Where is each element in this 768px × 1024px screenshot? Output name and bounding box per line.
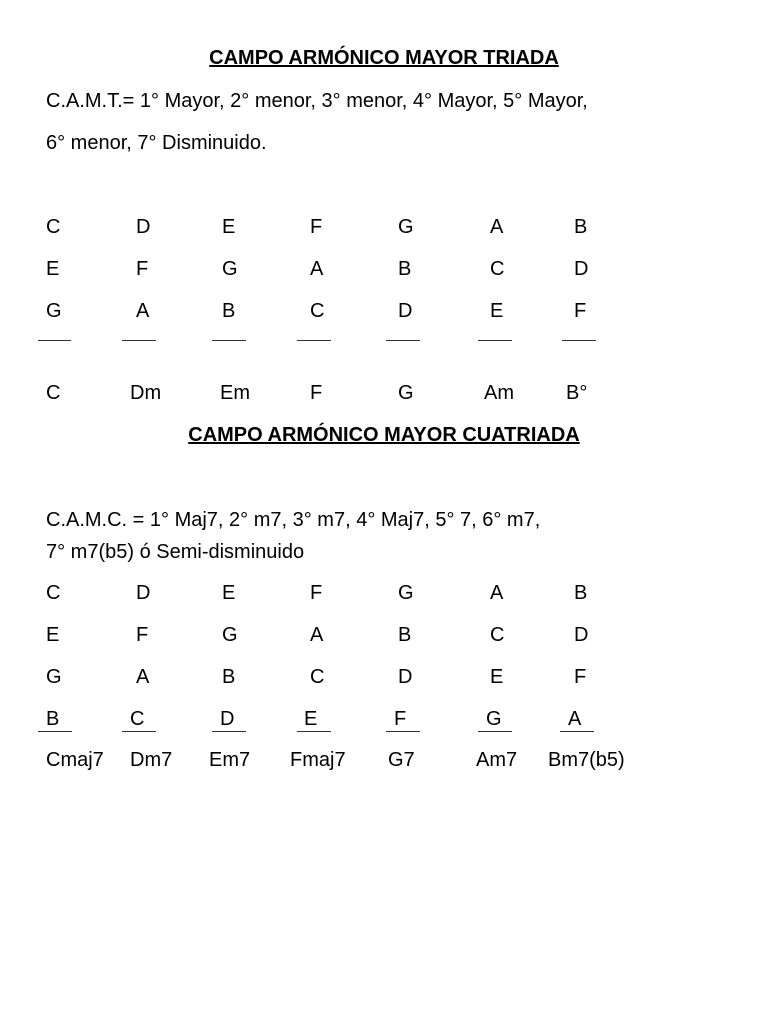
definition-line-2: 6° menor, 7° Disminuido. [46,132,267,154]
note-cell: F [574,300,587,322]
note-cell: D [574,624,589,646]
chord-cell: Am7 [476,749,518,771]
note-cell: A [136,666,150,688]
note-cell: C [310,300,325,322]
note-cell: C [490,258,505,280]
note-cell: C [490,624,505,646]
chord-cell: F [310,382,323,404]
note-cell: G [486,708,502,730]
sum-underline [478,340,512,341]
note-cell: E [46,258,60,280]
note-cell: E [222,216,236,238]
sum-underline [38,731,72,732]
note-cell: F [574,666,587,688]
note-cell: C [130,708,145,730]
sum-underline [386,340,420,341]
chord-cell: C [46,382,61,404]
note-cell: G [222,258,238,280]
note-cell: D [220,708,235,730]
chord-cell: Dm7 [130,749,173,771]
note-cell: F [136,258,149,280]
note-cell: B [222,300,236,322]
sum-underline [122,340,156,341]
note-cell: B [574,582,588,604]
note-cell: A [490,216,504,238]
note-cell: A [310,258,324,280]
sum-underline [212,731,246,732]
note-cell: D [574,258,589,280]
chord-cell: Am [484,382,514,404]
definition-line-1: C.A.M.C. = 1° Maj7, 2° m7, 3° m7, 4° Maj7, 5° 7, 6° m7, [46,509,541,531]
note-cell: D [136,582,151,604]
sum-underline [297,340,331,341]
definition-line-1: C.A.M.T.= 1° Mayor, 2° menor, 3° menor, 4° Mayor, 5° Mayor, [46,90,588,112]
definition-line-2: 7° m7(b5) ó Semi-disminuido [46,541,305,563]
note-cell: D [136,216,151,238]
note-cell: G [46,666,62,688]
sum-underline [386,731,420,732]
note-cell: E [490,300,504,322]
chord-cell: B° [566,382,588,404]
chord-cell: G7 [388,749,415,771]
sum-underline [560,731,594,732]
sum-underline [212,340,246,341]
chord-cell: Fmaj7 [290,749,346,771]
section-title-triada: CAMPO ARMÓNICO MAYOR TRIADA [209,47,559,69]
note-cell: B [398,258,412,280]
note-cell: C [310,666,325,688]
note-cell: C [46,582,61,604]
sum-underline [478,731,512,732]
note-cell: F [310,582,323,604]
note-cell: B [574,216,588,238]
chord-cell: G [398,382,414,404]
sum-underline [122,731,156,732]
note-cell: D [398,666,413,688]
note-cell: G [222,624,238,646]
note-cell: E [490,666,504,688]
chord-cell: Em7 [209,749,251,771]
note-cell: G [46,300,62,322]
note-cell: G [398,216,414,238]
note-cell: F [136,624,149,646]
note-cell: F [310,216,323,238]
note-cell: B [222,666,236,688]
note-cell: G [398,582,414,604]
sum-underline [297,731,331,732]
note-cell: C [46,216,61,238]
chord-cell: Bm7(b5) [548,749,625,771]
sum-underline [562,340,596,341]
note-cell: A [490,582,504,604]
note-cell: E [304,708,318,730]
chord-cell: Em [220,382,250,404]
sum-underline [38,340,71,341]
note-cell: D [398,300,413,322]
note-cell: F [394,708,407,730]
note-cell: A [568,708,582,730]
note-cell: B [46,708,60,730]
note-cell: A [136,300,150,322]
chord-cell: Cmaj7 [46,749,104,771]
note-cell: A [310,624,324,646]
note-cell: E [46,624,60,646]
note-cell: B [398,624,412,646]
note-cell: E [222,582,236,604]
section-title-cuatriada: CAMPO ARMÓNICO MAYOR CUATRIADA [188,424,580,446]
chord-cell: Dm [130,382,162,404]
